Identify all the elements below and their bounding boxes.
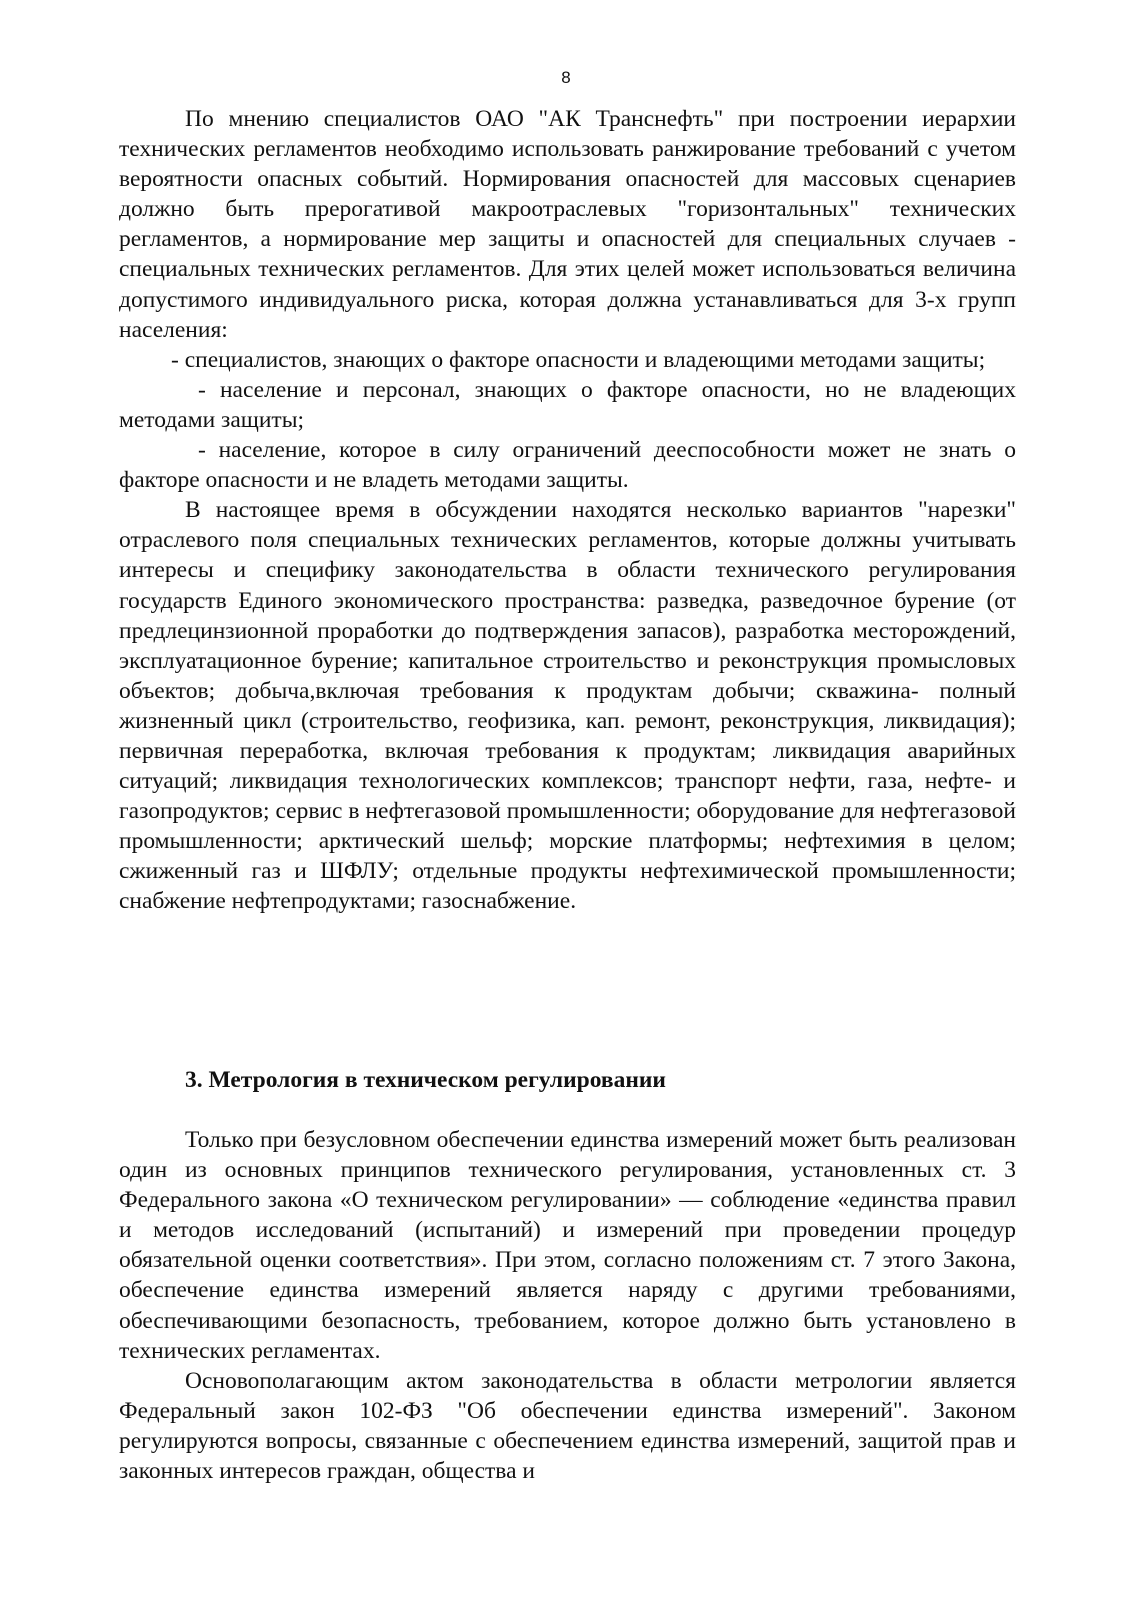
section-1-body xyxy=(119,104,1016,917)
paragraph-risk-ranking: По мнению специалистов ОАО "АК Транснефть" при построении иерархии технических регламентов необходимо использовать ранжирование требований с учетом вероятности опасных событий. Нормирования опасностей для массовых сценариев должно быть прерогативой макроотраслевых "горизонтальных" технических регламентов, а нормирование мер защиты и опасностей для специальных случаев - специальных технических регламентов. Для этих целей может использоваться величина допустимого индивидуального риска, которая должна устанавливаться для 3-х групп населения: xyxy=(119,106,1016,343)
list-item-specialists: - специалистов, знающих о факторе опасности и владеющими методами защиты; xyxy=(171,346,986,373)
section-3-heading: 3. Метрология в техническом регулировании xyxy=(185,1067,666,1093)
list-item-population-limited: - население, которое в силу ограничений дееспособности может не знать о факторе опасности и не владеть методами защиты. xyxy=(119,437,1016,494)
paragraph-measurement-unity: Только при безусловном обеспечении единства измерений может быть реализован один из основных принципов технического регулирования, установленных ст. 3 Федерального закона «О техническом регулировании» — соблюдение «единства правил и методов исследований (испытаний) и измерений при проведении процедур обязательной оценки соответствия». При этом, согласно положениям ст. 7 этого Закона, обеспечение единства измерений является наряду с другими требованиями, обеспечивающими безопасность, требованием, которое должно быть установлено в технических регламентах. xyxy=(119,1127,1016,1364)
section-3-body xyxy=(119,1125,1016,1486)
paragraph-regulation-slicing: В настоящее время в обсуждении находятся несколько вариантов "нарезки" отраслевого поля специальных технических регламентов, которые должны учитывать интересы и специфику законодательства в области технического регулирования государств Единого экономического пространства: разведка, разведочное бурение (от предлецинзионной проработки до подтверждения запасов), разработка месторождений, эксплуатационное бурение; капитальное строительство и реконструкция промысловых объектов; добыча,включая требования к продуктам добычи; скважина- полный жизненный цикл (строительство, геофизика, кап. ремонт, реконструкция, ликвидация); первичная переработка, включая требования к продуктам; ликвидация аварийных ситуаций; ликвидация технологических комплексов; транспорт нефти, газа, нефте- и газопродуктов; сервис в нефтегазовой промышленности; оборудование для нефтегазовой промышленности; арктический шельф; морские платформы; нефтехимия в целом; сжиженный газ и ШФЛУ; отдельные продукты нефтехимической промышленности; снабжение нефтепродуктами; газоснабжение. xyxy=(119,497,1016,915)
paragraph-federal-law: Основополагающим актом законодательства в области метрологии является Федеральный закон 102-ФЗ "Об обеспечении единства измерений". Законом регулируются вопросы, связанные с обеспечением единства измерений, защитой прав и законных интересов граждан, общества и xyxy=(119,1367,1016,1485)
page-number: 8 xyxy=(561,68,571,87)
list-item-population-personnel: - население и персонал, знающих о факторе опасности, но не владеющих методами защиты; xyxy=(119,376,1016,433)
